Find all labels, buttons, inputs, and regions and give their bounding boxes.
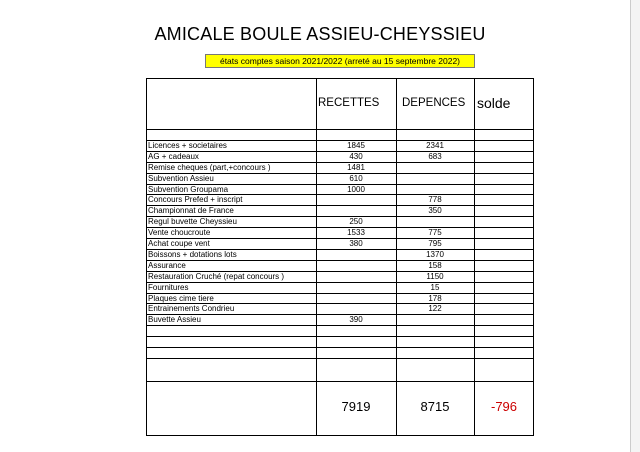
row-divider [146, 325, 534, 326]
page-title: AMICALE BOULE ASSIEU-CHEYSSIEU [154, 24, 486, 44]
row-label: Concours Prefed + inscript [148, 195, 243, 204]
row-label: Plaques cime tiere [148, 294, 214, 303]
row-divider [146, 129, 534, 130]
row-label: Remise cheques (part,+concours ) [148, 163, 271, 172]
total-depences: 8715 [420, 399, 450, 414]
row-label: Restauration Cruché (repat concours ) [148, 272, 285, 281]
row-label: Championnat de France [148, 206, 234, 215]
row-label: Achat coupe vent [148, 239, 210, 248]
subtitle-banner: états comptes saison 2021/2022 (arreté au 15 septembre 2022) [205, 54, 475, 68]
row-recettes: 250 [349, 217, 363, 226]
row-depences: 158 [428, 261, 442, 270]
row-label: Buvette Assieu [148, 315, 201, 324]
row-recettes: 430 [349, 152, 363, 161]
header-depences: DEPENCES [402, 97, 466, 109]
row-depences: 795 [428, 239, 442, 248]
row-label: Boissons + dotations lots [148, 250, 237, 259]
row-label: Subvention Groupama [148, 185, 229, 194]
column-divider [474, 78, 475, 436]
row-label: Licences + societaires [148, 141, 227, 150]
row-recettes: 1845 [347, 141, 365, 150]
row-label: Vente choucroute [148, 228, 211, 237]
row-depences: 178 [428, 294, 442, 303]
row-label: Entrainements Condrieu [148, 304, 235, 313]
row-divider [146, 381, 534, 382]
header-solde: solde [477, 95, 511, 111]
page-side-bar [630, 0, 640, 452]
row-recettes: 390 [349, 315, 363, 324]
row-recettes: 1481 [347, 163, 365, 172]
row-label: Fournitures [148, 283, 189, 292]
row-divider [146, 358, 534, 359]
row-divider [146, 336, 534, 337]
total-solde: -796 [490, 399, 518, 414]
row-depences: 2341 [426, 141, 444, 150]
row-depences: 350 [428, 206, 442, 215]
row-divider [146, 347, 534, 348]
row-label: AG + cadeaux [148, 152, 199, 161]
row-depences: 15 [430, 283, 440, 292]
row-label: Assurance [148, 261, 186, 270]
row-depences: 775 [428, 228, 442, 237]
column-divider [316, 78, 317, 436]
row-recettes: 610 [349, 174, 363, 183]
row-recettes: 1533 [347, 228, 365, 237]
row-depences: 122 [428, 304, 442, 313]
row-depences: 683 [428, 152, 442, 161]
row-depences: 1370 [426, 250, 444, 259]
row-recettes: 380 [349, 239, 363, 248]
row-depences: 1150 [426, 272, 444, 281]
row-recettes: 1000 [347, 185, 365, 194]
row-label: Subvention Assieu [148, 174, 214, 183]
row-depences: 778 [428, 195, 442, 204]
row-label: Regul buvette Cheyssieu [148, 217, 237, 226]
header-recettes: RECETTES [318, 97, 380, 109]
total-recettes: 7919 [341, 399, 371, 414]
